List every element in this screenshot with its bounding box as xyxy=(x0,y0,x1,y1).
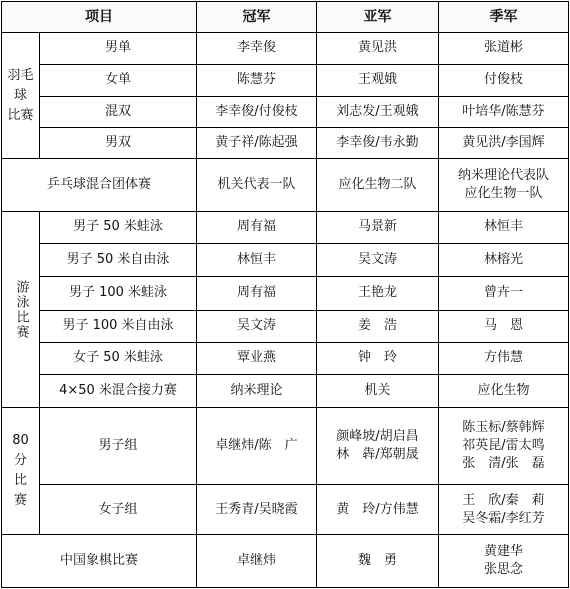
swimming-category-label: 游泳比赛 xyxy=(13,279,29,340)
table-row xyxy=(2,96,569,127)
event-cell: 男子 100 米蛙泳 xyxy=(40,277,197,310)
event-cell: 女单 xyxy=(40,64,197,96)
champion-cell: 纳米理论 xyxy=(197,375,317,408)
runner-up-cell: 马景新 xyxy=(317,211,439,243)
header-row xyxy=(2,2,569,33)
event-cell: 乒乓球混合团体赛 xyxy=(2,159,197,211)
event-cell: 中国象棋比赛 xyxy=(2,535,197,588)
table-row xyxy=(2,375,569,408)
table-row xyxy=(2,485,569,535)
third-cell: 林榕光 xyxy=(439,244,569,277)
table-row xyxy=(2,310,569,342)
runner-up-cell: 王艳龙 xyxy=(317,277,439,310)
event-cell: 女子组 xyxy=(40,485,197,535)
runner-up-cell: 机关 xyxy=(317,375,439,408)
third-cell: 方伟慧 xyxy=(439,342,569,374)
runner-up-cell: 黄 玲/方伟慧 xyxy=(317,485,439,535)
table-row xyxy=(2,342,569,374)
runner-up-cell: 刘志发/王观娥 xyxy=(317,96,439,127)
third-cell: 应化生物 xyxy=(439,375,569,408)
third-cell: 林恒丰 xyxy=(439,211,569,243)
results-table xyxy=(1,1,569,588)
champion-cell: 陈慧芬 xyxy=(197,64,317,96)
third-cell: 黄建华 张思念 xyxy=(439,535,569,588)
badminton-category: 羽毛球 比赛 xyxy=(2,33,40,159)
header-third: 季军 xyxy=(439,2,569,33)
header-item: 项目 xyxy=(2,2,197,33)
event-cell: 男子 50 米自由泳 xyxy=(40,244,197,277)
swimming-category xyxy=(2,211,40,408)
table-row xyxy=(2,535,569,588)
champion-cell: 林恒丰 xyxy=(197,244,317,277)
game80-category: 80 分 比 赛 xyxy=(2,408,40,535)
table-row xyxy=(2,128,569,159)
runner-up-cell: 姜 浩 xyxy=(317,310,439,342)
third-cell: 张道彬 xyxy=(439,33,569,64)
runner-up-cell: 王观娥 xyxy=(317,64,439,96)
runner-up-cell: 黄见洪 xyxy=(317,33,439,64)
third-cell: 曾卉一 xyxy=(439,277,569,310)
champion-cell: 吴文涛 xyxy=(197,310,317,342)
champion-cell: 周有福 xyxy=(197,211,317,243)
table-row xyxy=(2,277,569,310)
third-cell: 付俊枝 xyxy=(439,64,569,96)
table-row xyxy=(2,64,569,96)
event-cell: 女子 50 米蛙泳 xyxy=(40,342,197,374)
header-runner-up: 亚军 xyxy=(317,2,439,33)
table-row xyxy=(2,33,569,64)
runner-up-cell: 钟 玲 xyxy=(317,342,439,374)
event-cell: 男单 xyxy=(40,33,197,64)
table-row xyxy=(2,211,569,243)
champion-cell: 周有福 xyxy=(197,277,317,310)
third-cell: 王 欣/秦 莉 吴冬霜/李红芳 xyxy=(439,485,569,535)
third-cell: 纳米理论代表队 应化生物一队 xyxy=(439,159,569,211)
runner-up-cell: 应化生物二队 xyxy=(317,159,439,211)
third-cell: 马 恩 xyxy=(439,310,569,342)
runner-up-cell: 吴文涛 xyxy=(317,244,439,277)
champion-cell: 机关代表一队 xyxy=(197,159,317,211)
header-champion: 冠军 xyxy=(197,2,317,33)
table-row xyxy=(2,159,569,211)
runner-up-cell: 颜峰坡/胡启昌 林 犇/郑朝晟 xyxy=(317,408,439,485)
champion-cell: 覃业燕 xyxy=(197,342,317,374)
third-cell: 叶培华/陈慧芬 xyxy=(439,96,569,127)
champion-cell: 卓继炜/陈 广 xyxy=(197,408,317,485)
event-cell: 男子组 xyxy=(40,408,197,485)
runner-up-cell: 李幸俊/韦永勤 xyxy=(317,128,439,159)
event-cell: 男子 50 米蛙泳 xyxy=(40,211,197,243)
third-cell: 黄见洪/李国辉 xyxy=(439,128,569,159)
runner-up-cell: 魏 勇 xyxy=(317,535,439,588)
table-row xyxy=(2,408,569,485)
third-cell: 陈玉标/蔡韩辉 祁英昆/雷太鸣 张 清/张 磊 xyxy=(439,408,569,485)
champion-cell: 黄子祥/陈起强 xyxy=(197,128,317,159)
event-cell: 4×50 米混合接力赛 xyxy=(40,375,197,408)
table-row xyxy=(2,244,569,277)
champion-cell: 李幸俊/付俊枝 xyxy=(197,96,317,127)
champion-cell: 李幸俊 xyxy=(197,33,317,64)
event-cell: 男双 xyxy=(40,128,197,159)
champion-cell: 王秀青/吴晓霞 xyxy=(197,485,317,535)
event-cell: 男子 100 米自由泳 xyxy=(40,310,197,342)
champion-cell: 卓继炜 xyxy=(197,535,317,588)
event-cell: 混双 xyxy=(40,96,197,127)
